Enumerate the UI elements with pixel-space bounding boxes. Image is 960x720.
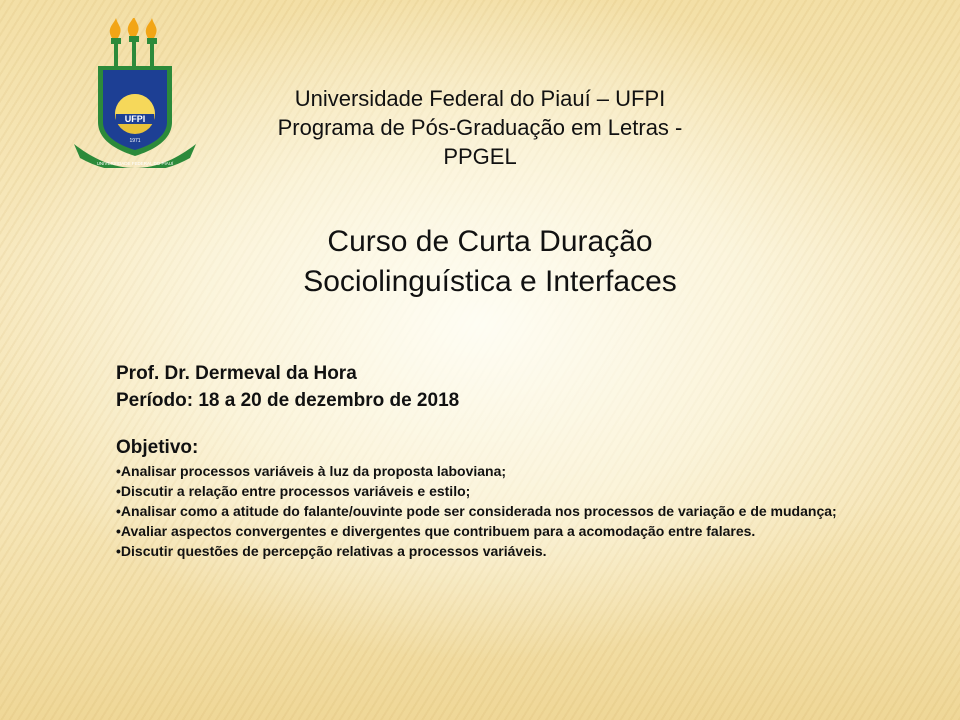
course-type: Curso de Curta Duração xyxy=(327,225,653,258)
torch-icon xyxy=(110,18,121,66)
svg-text:UNIVERSIDADE FEDERAL DO PIAUÍ: UNIVERSIDADE FEDERAL DO PIAUÍ xyxy=(96,161,174,166)
course-title-block xyxy=(190,222,790,302)
professor: Prof. Dr. Dermeval da Hora xyxy=(116,363,357,384)
course-title: Sociolinguística e Interfaces xyxy=(303,265,677,298)
torch-icon xyxy=(128,18,139,66)
objective-heading: Objetivo: xyxy=(116,437,199,458)
list-item: • Avaliar aspectos convergentes e divergentes que contribuem para a acomodação entre falares. xyxy=(116,521,916,541)
ufpi-logo xyxy=(72,18,198,168)
period: Período: 18 a 20 de dezembro de 2018 xyxy=(116,390,460,411)
torch-icon xyxy=(146,18,157,66)
university-name: Universidade Federal do Piauí – UFPI xyxy=(294,86,666,111)
institution-header xyxy=(240,84,720,171)
objectives-list xyxy=(116,461,916,561)
list-item: • Analisar processos variáveis à luz da proposta laboviana; xyxy=(116,461,916,481)
course-info xyxy=(116,360,916,561)
list-item: • Discutir a relação entre processos variáveis e estilo; xyxy=(116,481,916,501)
program-name: Programa de Pós-Graduação em Letras - PPGEL xyxy=(277,115,683,169)
list-item: • Analisar como a atitude do falante/ouvinte pode ser considerada nos processos de variação e de mudança; xyxy=(116,501,916,521)
list-item: • Discutir questões de percepção relativas a processos variáveis. xyxy=(116,541,916,561)
svg-text:UFPI: UFPI xyxy=(124,114,146,124)
svg-text:1971: 1971 xyxy=(129,138,141,144)
